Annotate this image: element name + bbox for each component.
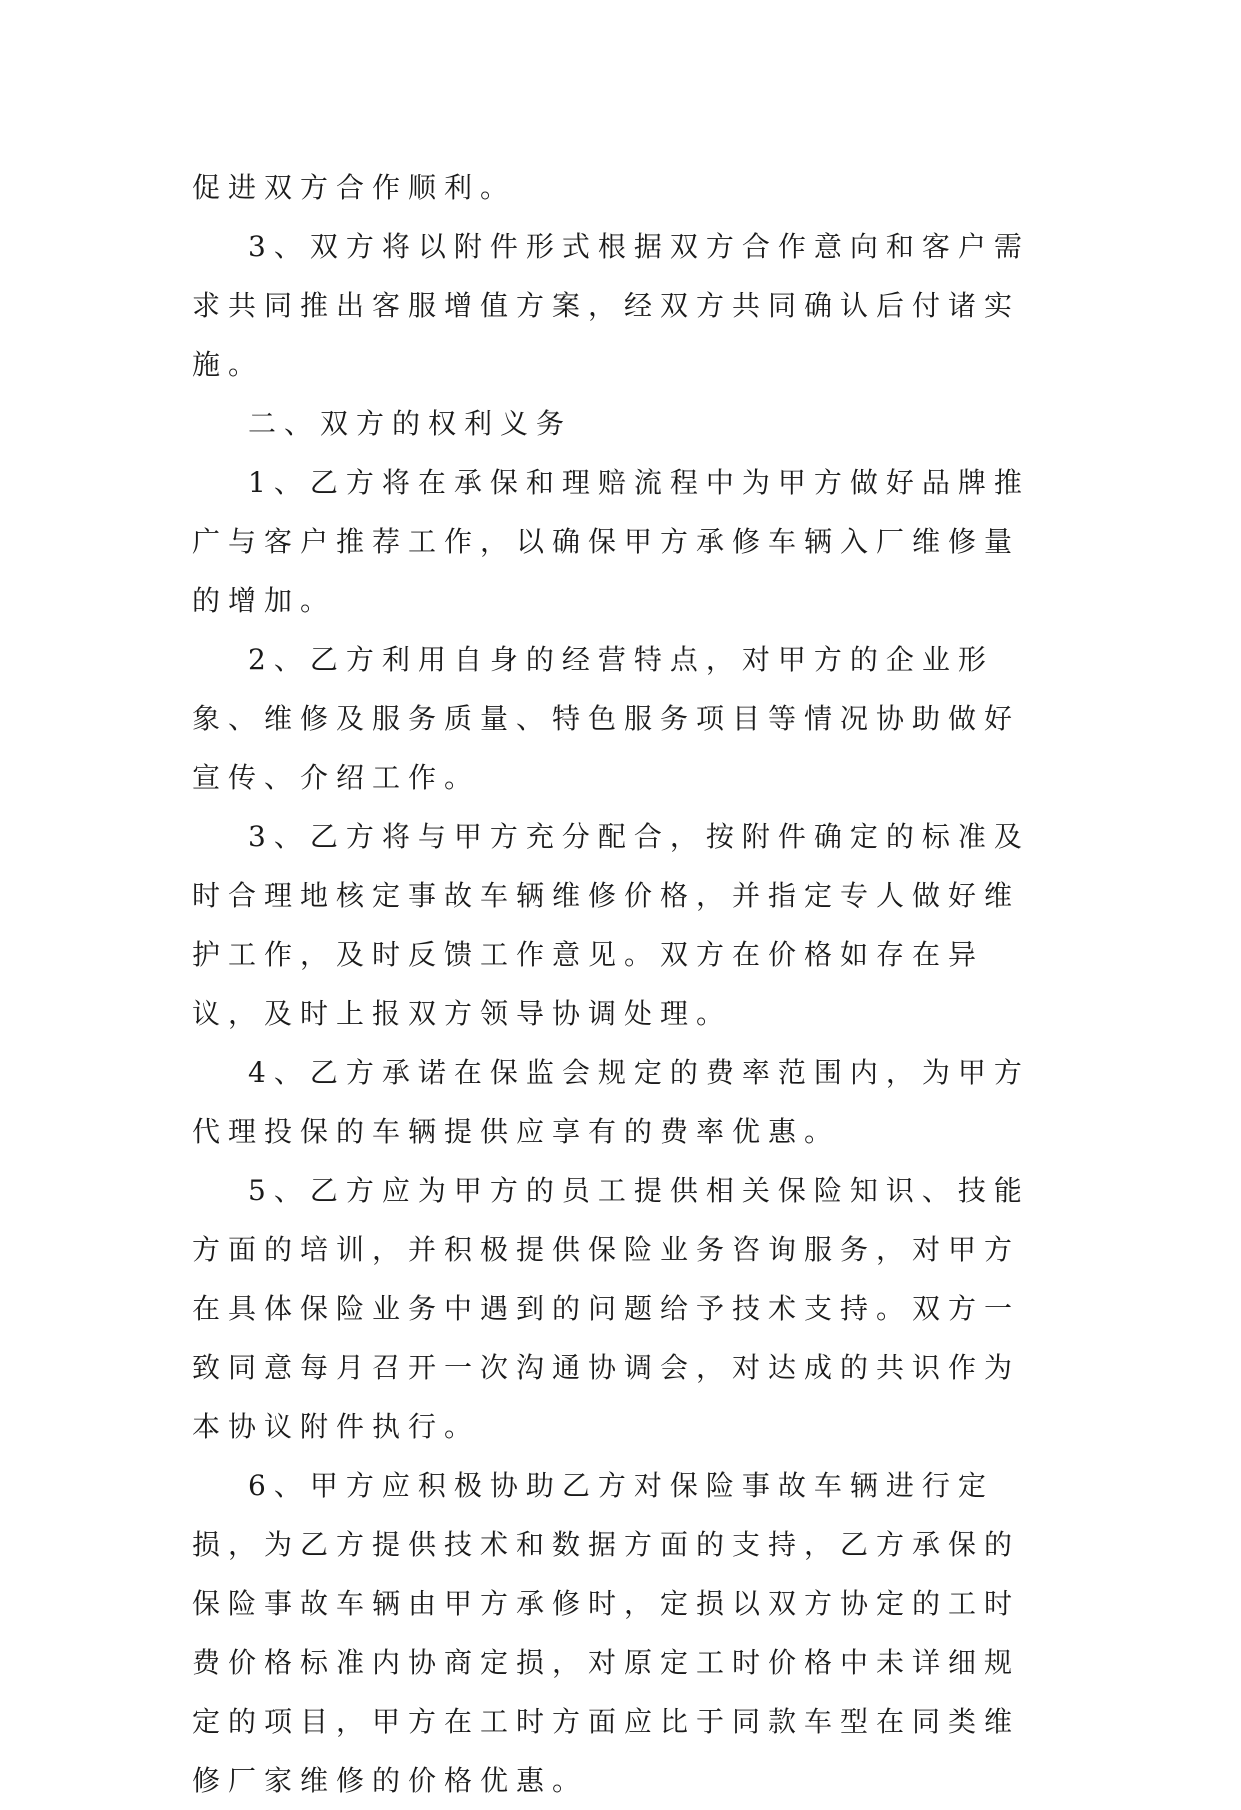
paragraph-clause-3: 3、双方将以附件形式根据双方合作意向和客户需求共同推出客服增值方案，经双方共同确认后付诸实施。 [192, 230, 1030, 381]
paragraph-obligation-1: 1、乙方将在承保和理赔流程中为甲方做好品牌推广与客户推荐工作，以确保甲方承修车辆入厂维修量的增加。 [192, 466, 1030, 617]
paragraph-continuation: 促进双方合作顺利。 [192, 171, 517, 204]
section-heading-rights-obligations: 二、双方的权利义务 [248, 407, 573, 440]
paragraph-obligation-4: 4、乙方承诺在保监会规定的费率范围内，为甲方代理投保的车辆提供应享有的费率优惠。 [192, 1056, 1030, 1148]
paragraph-obligation-2: 2、乙方利用自身的经营特点，对甲方的企业形象、维修及服务质量、特色服务项目等情况协助做好宣传、介绍工作。 [192, 643, 1021, 794]
paragraph-obligation-3: 3、乙方将与甲方充分配合，按附件确定的标准及时合理地核定事故车辆维修价格，并指定专人做好维护工作，及时反馈工作意见。双方在价格如存在异议，及时上报双方领导协调处理。 [192, 820, 1030, 1030]
paragraph-obligation-6: 6、甲方应积极协助乙方对保险事故车辆进行定损，为乙方提供技术和数据方面的支持，乙方承保的保险事故车辆由甲方承修时，定损以双方协定的工时费价格标准内协商定损，对原定工时价格中未详细规定的项目，甲方在工时方面应比于同款车型在同类维修厂家维修的价格优惠。 [192, 1469, 1021, 1797]
paragraph-obligation-5: 5、乙方应为甲方的员工提供相关保险知识、技能方面的培训，并积极提供保险业务咨询服务，对甲方在具体保险业务中遇到的问题给予技术支持。双方一致同意每月召开一次沟通协调会，对达成的共识作为本协议附件执行。 [192, 1174, 1030, 1443]
document-page [192, 158, 1052, 1810]
